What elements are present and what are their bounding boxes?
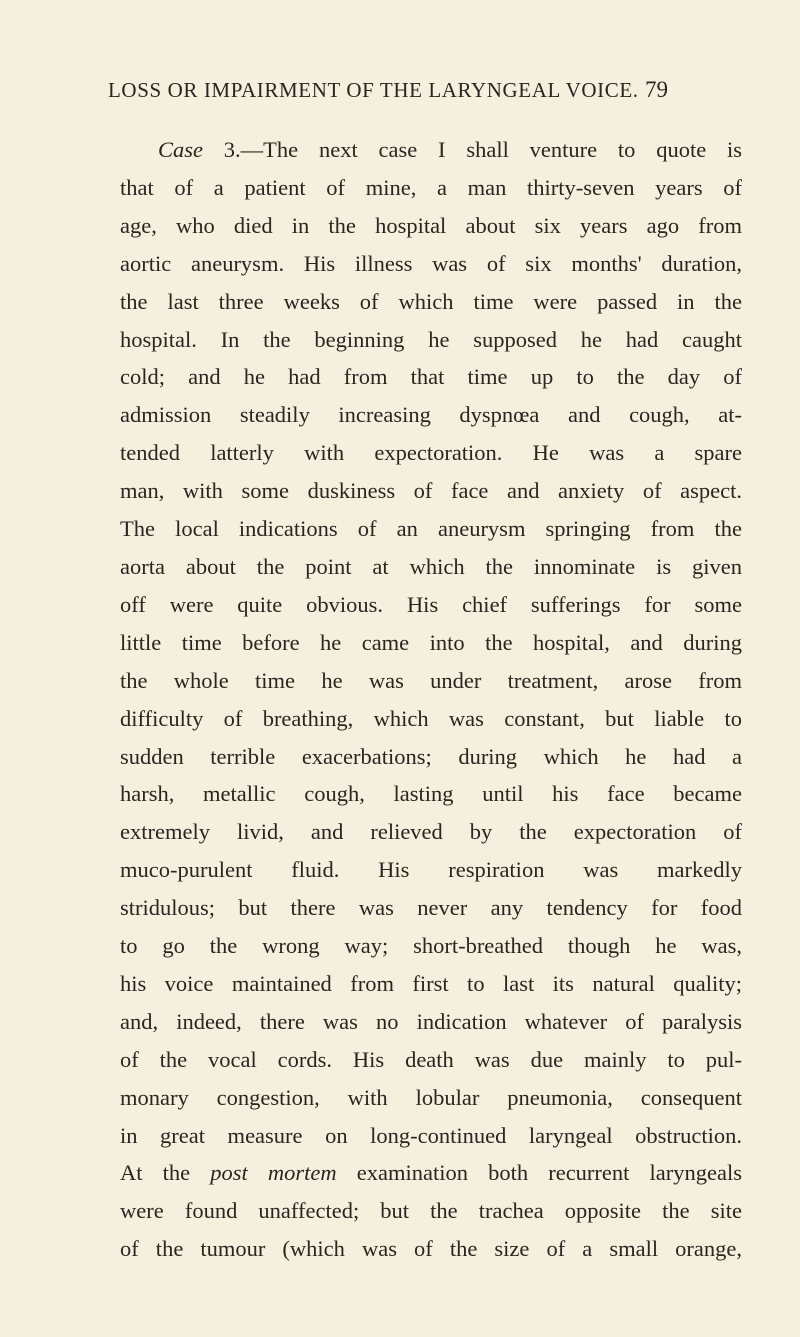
text-line: off were quite obvious. His chief sufferings for some xyxy=(120,591,742,617)
text-line: aortic aneurysm. His illness was of six months' duration, xyxy=(120,250,742,276)
text-line: harsh, metallic cough, lasting until his face became xyxy=(120,781,742,807)
text-line: the last three weeks of which time were passed in the xyxy=(120,288,742,314)
case-label: Case xyxy=(158,137,203,162)
text-line: difficulty of breathing, which was constant, but liable to xyxy=(120,705,742,731)
text-line: to go the wrong way; short-breathed though he was, xyxy=(120,933,742,959)
text-line: age, who died in the hospital about six years ago from xyxy=(120,212,742,238)
text-line xyxy=(120,131,742,169)
text-line: his voice maintained from first to last its natural quality; xyxy=(120,970,742,996)
text-line: sudden terrible exacerbations; during which he had a xyxy=(120,743,742,769)
pm-italic: post mortem xyxy=(210,1160,337,1186)
text-line: aorta about the point at which the innominate is given xyxy=(120,553,742,579)
text-line: little time before he came into the hospital, and during xyxy=(120,629,742,655)
text-line: cold; and he had from that time up to the day of xyxy=(120,364,742,390)
text-line: and, indeed, there was no indication whatever of paralysis xyxy=(120,1008,742,1034)
text-line: The local indications of an aneurysm springing from the xyxy=(120,516,742,542)
text-line: man, with some duskiness of face and anxiety of aspect. xyxy=(120,478,742,504)
text-line: hospital. In the beginning he supposed he had caught xyxy=(120,326,742,352)
text-line: admission steadily increasing dyspnœa and cough, at- xyxy=(120,402,742,428)
text-line xyxy=(120,1154,742,1192)
text-line: that of a patient of mine, a man thirty-seven years of xyxy=(120,174,742,200)
body-text xyxy=(120,131,742,1268)
pm-rest: examination both recurrent laryngeals xyxy=(336,1160,742,1186)
text-line: of the vocal cords. His death was due mainly to pul- xyxy=(120,1046,742,1072)
running-head xyxy=(108,78,668,101)
text-line: of the tumour (which was of the size of a small orange, xyxy=(120,1236,742,1262)
text-line: were found unaffected; but the trachea opposite the site xyxy=(120,1198,742,1224)
page-number: 79 xyxy=(645,77,668,102)
text-line: the whole time he was under treatment, arose from xyxy=(120,667,742,693)
line-text: 3.—The next case I shall venture to quote is xyxy=(203,137,742,162)
text-line: extremely livid, and relieved by the expectoration of xyxy=(120,819,742,845)
text-line: in great measure on long-continued laryngeal obstruction. xyxy=(120,1122,742,1148)
text-line: muco-purulent fluid. His respiration was markedly xyxy=(120,857,742,883)
running-head-title: LOSS OR IMPAIRMENT OF THE LARYNGEAL VOICE. xyxy=(108,78,639,102)
text-line: monary congestion, with lobular pneumonia, consequent xyxy=(120,1084,742,1110)
pm-prefix: At the xyxy=(120,1160,211,1186)
text-line: tended latterly with expectoration. He was a spare xyxy=(120,440,742,466)
text-line: stridulous; but there was never any tendency for food xyxy=(120,895,742,921)
